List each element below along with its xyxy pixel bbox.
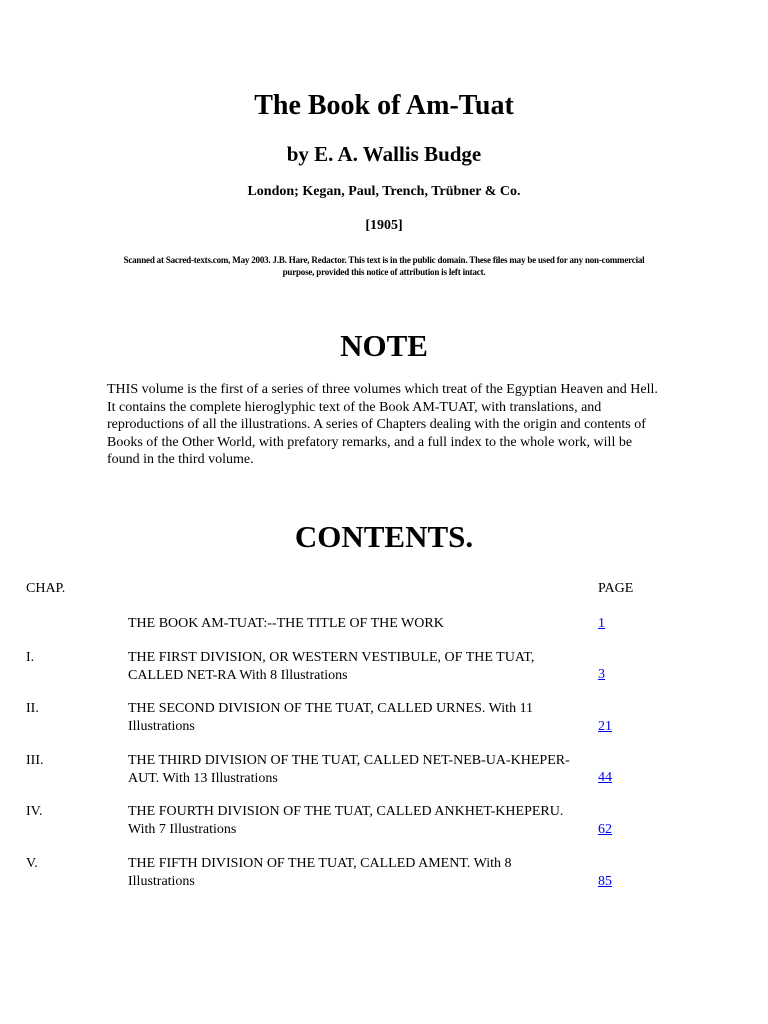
book-author: by E. A. Wallis Budge (286, 142, 482, 166)
toc-chapter-title: THE FIRST DIVISION, OR WESTERN VESTIBULE, OF THE TUAT, CALLED NET-RA With 8 Illustrations (128, 650, 535, 683)
toc-page-link[interactable]: 21 (598, 719, 612, 734)
note-heading: NOTE (340, 328, 428, 363)
toc-chapter-number: I. (26, 650, 35, 665)
publisher-line: London; Kegan, Paul, Trench, Trübner & Co. (247, 184, 521, 199)
toc-chapter-title: THE FOURTH DIVISION OF THE TUAT, CALLED ANKHET-KHEPERU. With 7 Illustrations (128, 804, 564, 837)
toc-chapter-title: THE BOOK AM-TUAT:--THE TITLE OF THE WORK (128, 616, 444, 631)
toc-chapter-number: III. (26, 753, 44, 768)
toc-page-link[interactable]: 1 (598, 616, 605, 631)
chap-column-header: CHAP. (26, 581, 66, 596)
publication-year: [1905] (365, 218, 403, 233)
toc-chapter-title: THE SECOND DIVISION OF THE TUAT, CALLED URNES. With 11 Illustrations (128, 701, 534, 734)
attribution-notice: Scanned at Sacred-texts.com, May 2003. J.B. Hare, Redactor. This text is in the public domain. These files may be used for any non-commercial purpose, provided this notice of attribution is left intact. (123, 255, 645, 277)
note-body: THIS volume is the first of a series of three volumes which treat of the Egyptian Heaven and Hell. It contains the complete hieroglyphic text of the Book AM-TUAT, with translations, and reproductions of all the illustrations. A series of Chapters dealing with the origin and contents of Books of the Other World, with prefatory remarks, and a full index to the whole work, will be found in the third volume. (107, 382, 658, 467)
contents-heading: CONTENTS. (294, 519, 474, 554)
toc-chapter-number: II. (26, 701, 39, 716)
toc-chapter-title: THE THIRD DIVISION OF THE TUAT, CALLED NET-NEB-UA-KHEPER-AUT. With 13 Illustrations (128, 753, 570, 786)
toc-chapter-title: THE FIFTH DIVISION OF THE TUAT, CALLED AMENT. With 8 Illustrations (128, 856, 512, 889)
book-title: The Book of Am-Tuat (254, 90, 514, 121)
toc-page-link[interactable]: 62 (598, 822, 612, 837)
toc-page-link[interactable]: 44 (598, 770, 612, 785)
toc-page-link[interactable]: 85 (598, 874, 612, 889)
page-column-header: PAGE (598, 581, 634, 596)
toc-page-link[interactable]: 3 (598, 667, 605, 682)
toc-chapter-number: IV. (26, 804, 43, 819)
toc-chapter-number: V. (26, 856, 38, 871)
